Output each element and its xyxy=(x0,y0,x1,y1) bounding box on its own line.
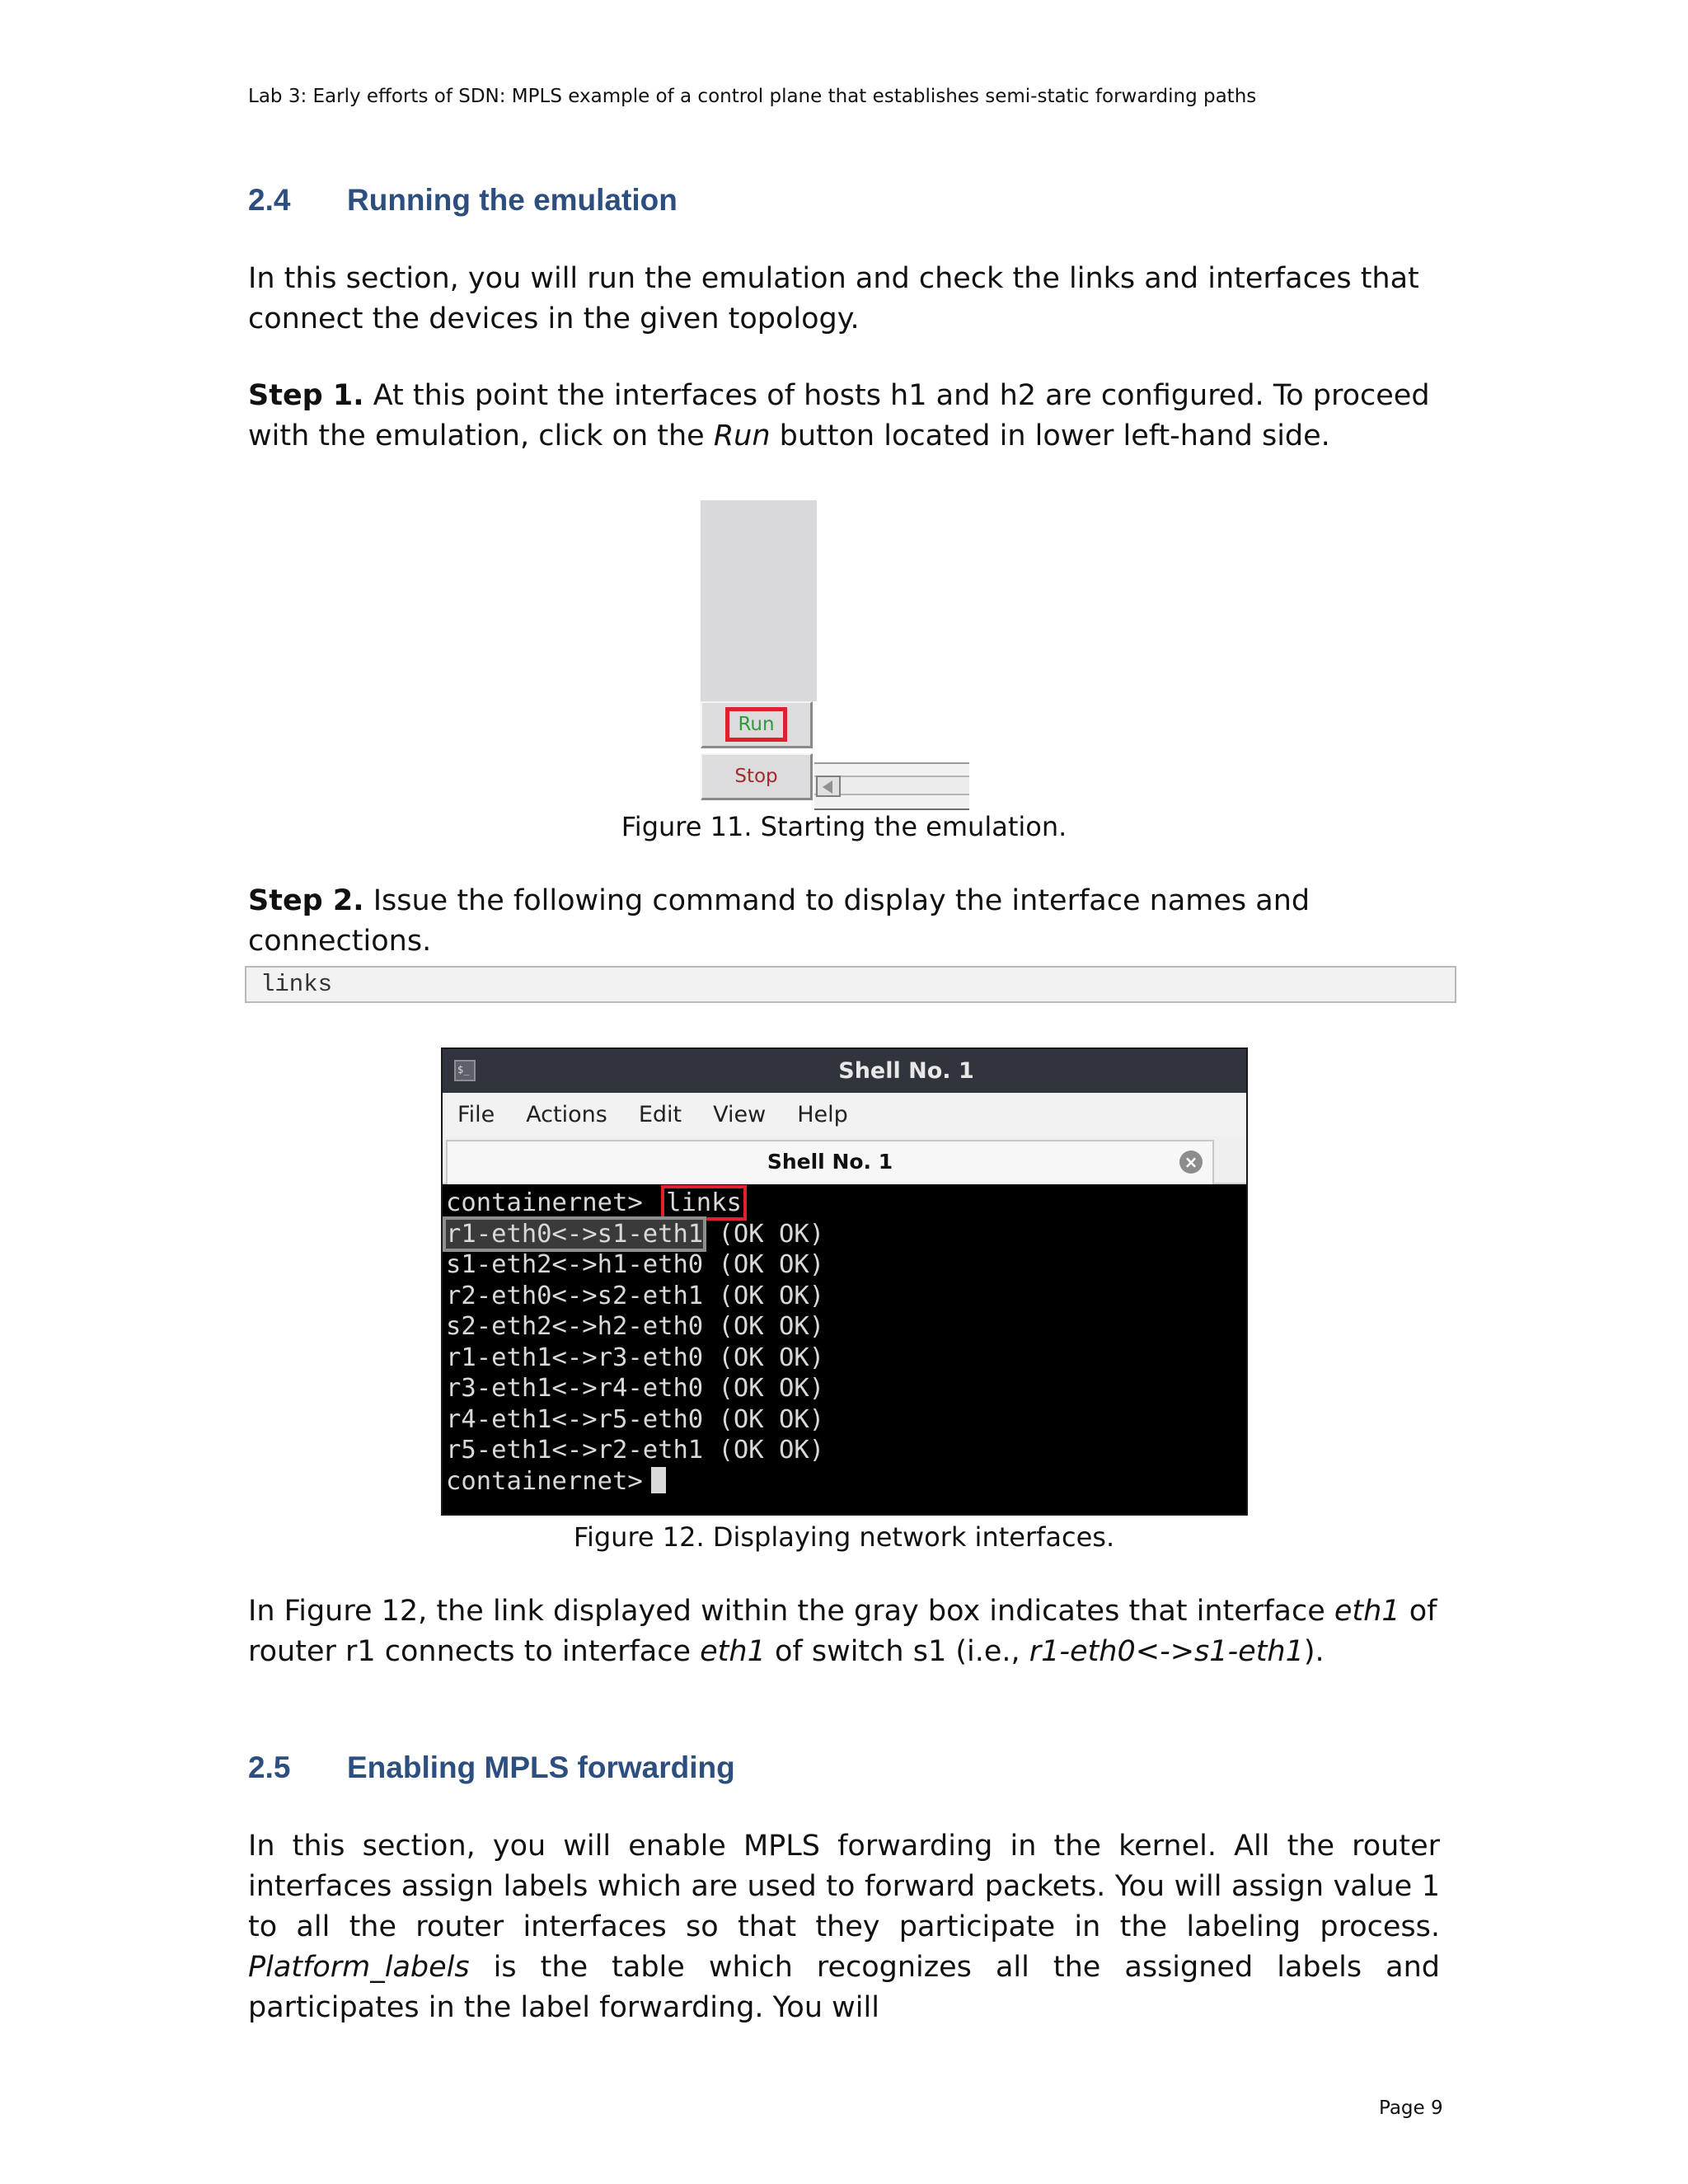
stop-button[interactable] xyxy=(701,753,813,800)
step1-text-a: At this point the interfaces of hosts h1 and h2 are configured. To proceed with the emulation, click on the xyxy=(248,379,1430,452)
terminal-line xyxy=(446,1219,1245,1250)
section-heading-2-4 xyxy=(248,183,678,218)
terminal-line: r1-eth1<->r3-eth0 (OK OK) xyxy=(446,1343,825,1372)
terminal-line: s2-eth2<->h2-eth0 (OK OK) xyxy=(446,1312,825,1341)
step1-label: Step 1. xyxy=(248,379,364,412)
step2-paragraph xyxy=(248,881,1440,962)
menu-help[interactable]: Help xyxy=(797,1102,848,1127)
menu-file[interactable]: File xyxy=(457,1102,495,1127)
explanation-eth1-a: eth1 xyxy=(1334,1595,1400,1628)
emulation-canvas xyxy=(701,500,817,701)
menu-view[interactable]: View xyxy=(713,1102,767,1127)
section-2-5-paragraph xyxy=(248,1826,1440,2028)
link-status: (OK OK) xyxy=(703,1219,825,1249)
step1-text-b: button located in lower left-hand side. xyxy=(770,419,1330,452)
terminal-icon: $_ xyxy=(454,1060,476,1081)
step2-label: Step 2. xyxy=(248,884,364,917)
page-number: Page 9 xyxy=(1379,2097,1443,2119)
tab-bar xyxy=(443,1137,1246,1184)
explanation-text-b: of router r1 connects to interface xyxy=(248,1595,1437,1668)
final-prompt: containernet> xyxy=(446,1466,643,1496)
terminal-line: r2-eth0<->s2-eth1 (OK OK) xyxy=(446,1281,825,1310)
terminal-line: r3-eth1<->r4-eth0 (OK OK) xyxy=(446,1374,825,1403)
terminal-line xyxy=(446,1466,1245,1497)
section-heading-2-5 xyxy=(248,1750,735,1785)
step1-run-word: Run xyxy=(713,419,771,452)
highlighted-link: r1-eth0<->s1-eth1 xyxy=(446,1219,704,1249)
section-title: Enabling MPLS forwarding xyxy=(347,1750,735,1784)
scroll-left-arrow-icon[interactable] xyxy=(816,776,841,797)
window-title: Shell No. 1 xyxy=(838,1058,974,1084)
terminal-line: s1-eth2<->h1-eth0 (OK OK) xyxy=(446,1250,825,1279)
explanation-text-c: of switch s1 (i.e., xyxy=(765,1635,1029,1668)
terminal-line: r4-eth1<->r5-eth0 (OK OK) xyxy=(446,1404,825,1434)
section-number: 2.4 xyxy=(248,183,291,217)
section-intro-paragraph: In this section, you will run the emulation and check the links and interfaces that connect the devices in the given topology. xyxy=(248,262,1419,335)
shell-window xyxy=(441,1047,1248,1516)
window-titlebar xyxy=(443,1049,1246,1093)
prompt: containernet> xyxy=(446,1188,659,1217)
menu-edit[interactable]: Edit xyxy=(638,1102,682,1127)
section-2-5-text-a: In this section, you will enable MPLS forwarding in the kernel. All the router interfaces assign labels which are used to forward packets. You will assign value 1 to all the router interfaces so that they participate in the labeling process. xyxy=(248,1830,1440,1943)
page-header: Lab 3: Early efforts of SDN: MPLS example of a control plane that establishes semi-static forwarding paths xyxy=(248,86,1257,107)
menu-actions[interactable]: Actions xyxy=(526,1102,607,1127)
run-button[interactable] xyxy=(701,701,813,748)
terminal-line: r5-eth1<->r2-eth1 (OK OK) xyxy=(446,1436,825,1465)
explanation-eth1-b: eth1 xyxy=(700,1635,766,1668)
horizontal-scrollbar[interactable] xyxy=(814,762,969,810)
section-2-5-text-b: is the table which recognizes all the assigned labels and participates in the label forwarding. You will xyxy=(248,1951,1440,2024)
terminal-line xyxy=(446,1188,1245,1219)
tab-title: Shell No. 1 xyxy=(767,1150,893,1174)
tab-shell-1[interactable] xyxy=(446,1140,1214,1184)
close-tab-icon[interactable]: × xyxy=(1179,1151,1203,1174)
step2-text: Issue the following command to display the interface names and connections. xyxy=(248,884,1311,958)
figure12-caption: Figure 12. Displaying network interfaces. xyxy=(573,1521,1115,1553)
explanation-text-d: ). xyxy=(1303,1635,1325,1668)
stop-button-label: Stop xyxy=(734,766,778,787)
platform-labels-term: Platform_labels xyxy=(248,1951,470,1984)
run-button-label: Run xyxy=(725,707,786,742)
step1-paragraph xyxy=(248,376,1440,457)
terminal-output[interactable] xyxy=(446,1188,1245,1497)
section-number: 2.5 xyxy=(248,1750,291,1784)
highlighted-command: links xyxy=(661,1185,747,1221)
explanation-text-a: In Figure 12, the link displayed within the gray box indicates that interface xyxy=(248,1595,1334,1628)
explanation-paragraph xyxy=(248,1591,1440,1672)
explanation-link: r1-eth0<->s1-eth1 xyxy=(1029,1635,1304,1668)
menu-bar xyxy=(443,1093,1246,1137)
section-title: Running the emulation xyxy=(347,183,678,217)
terminal-cursor xyxy=(651,1467,666,1493)
command-code-box: links xyxy=(245,966,1456,1003)
figure11-caption: Figure 11. Starting the emulation. xyxy=(621,811,1067,842)
